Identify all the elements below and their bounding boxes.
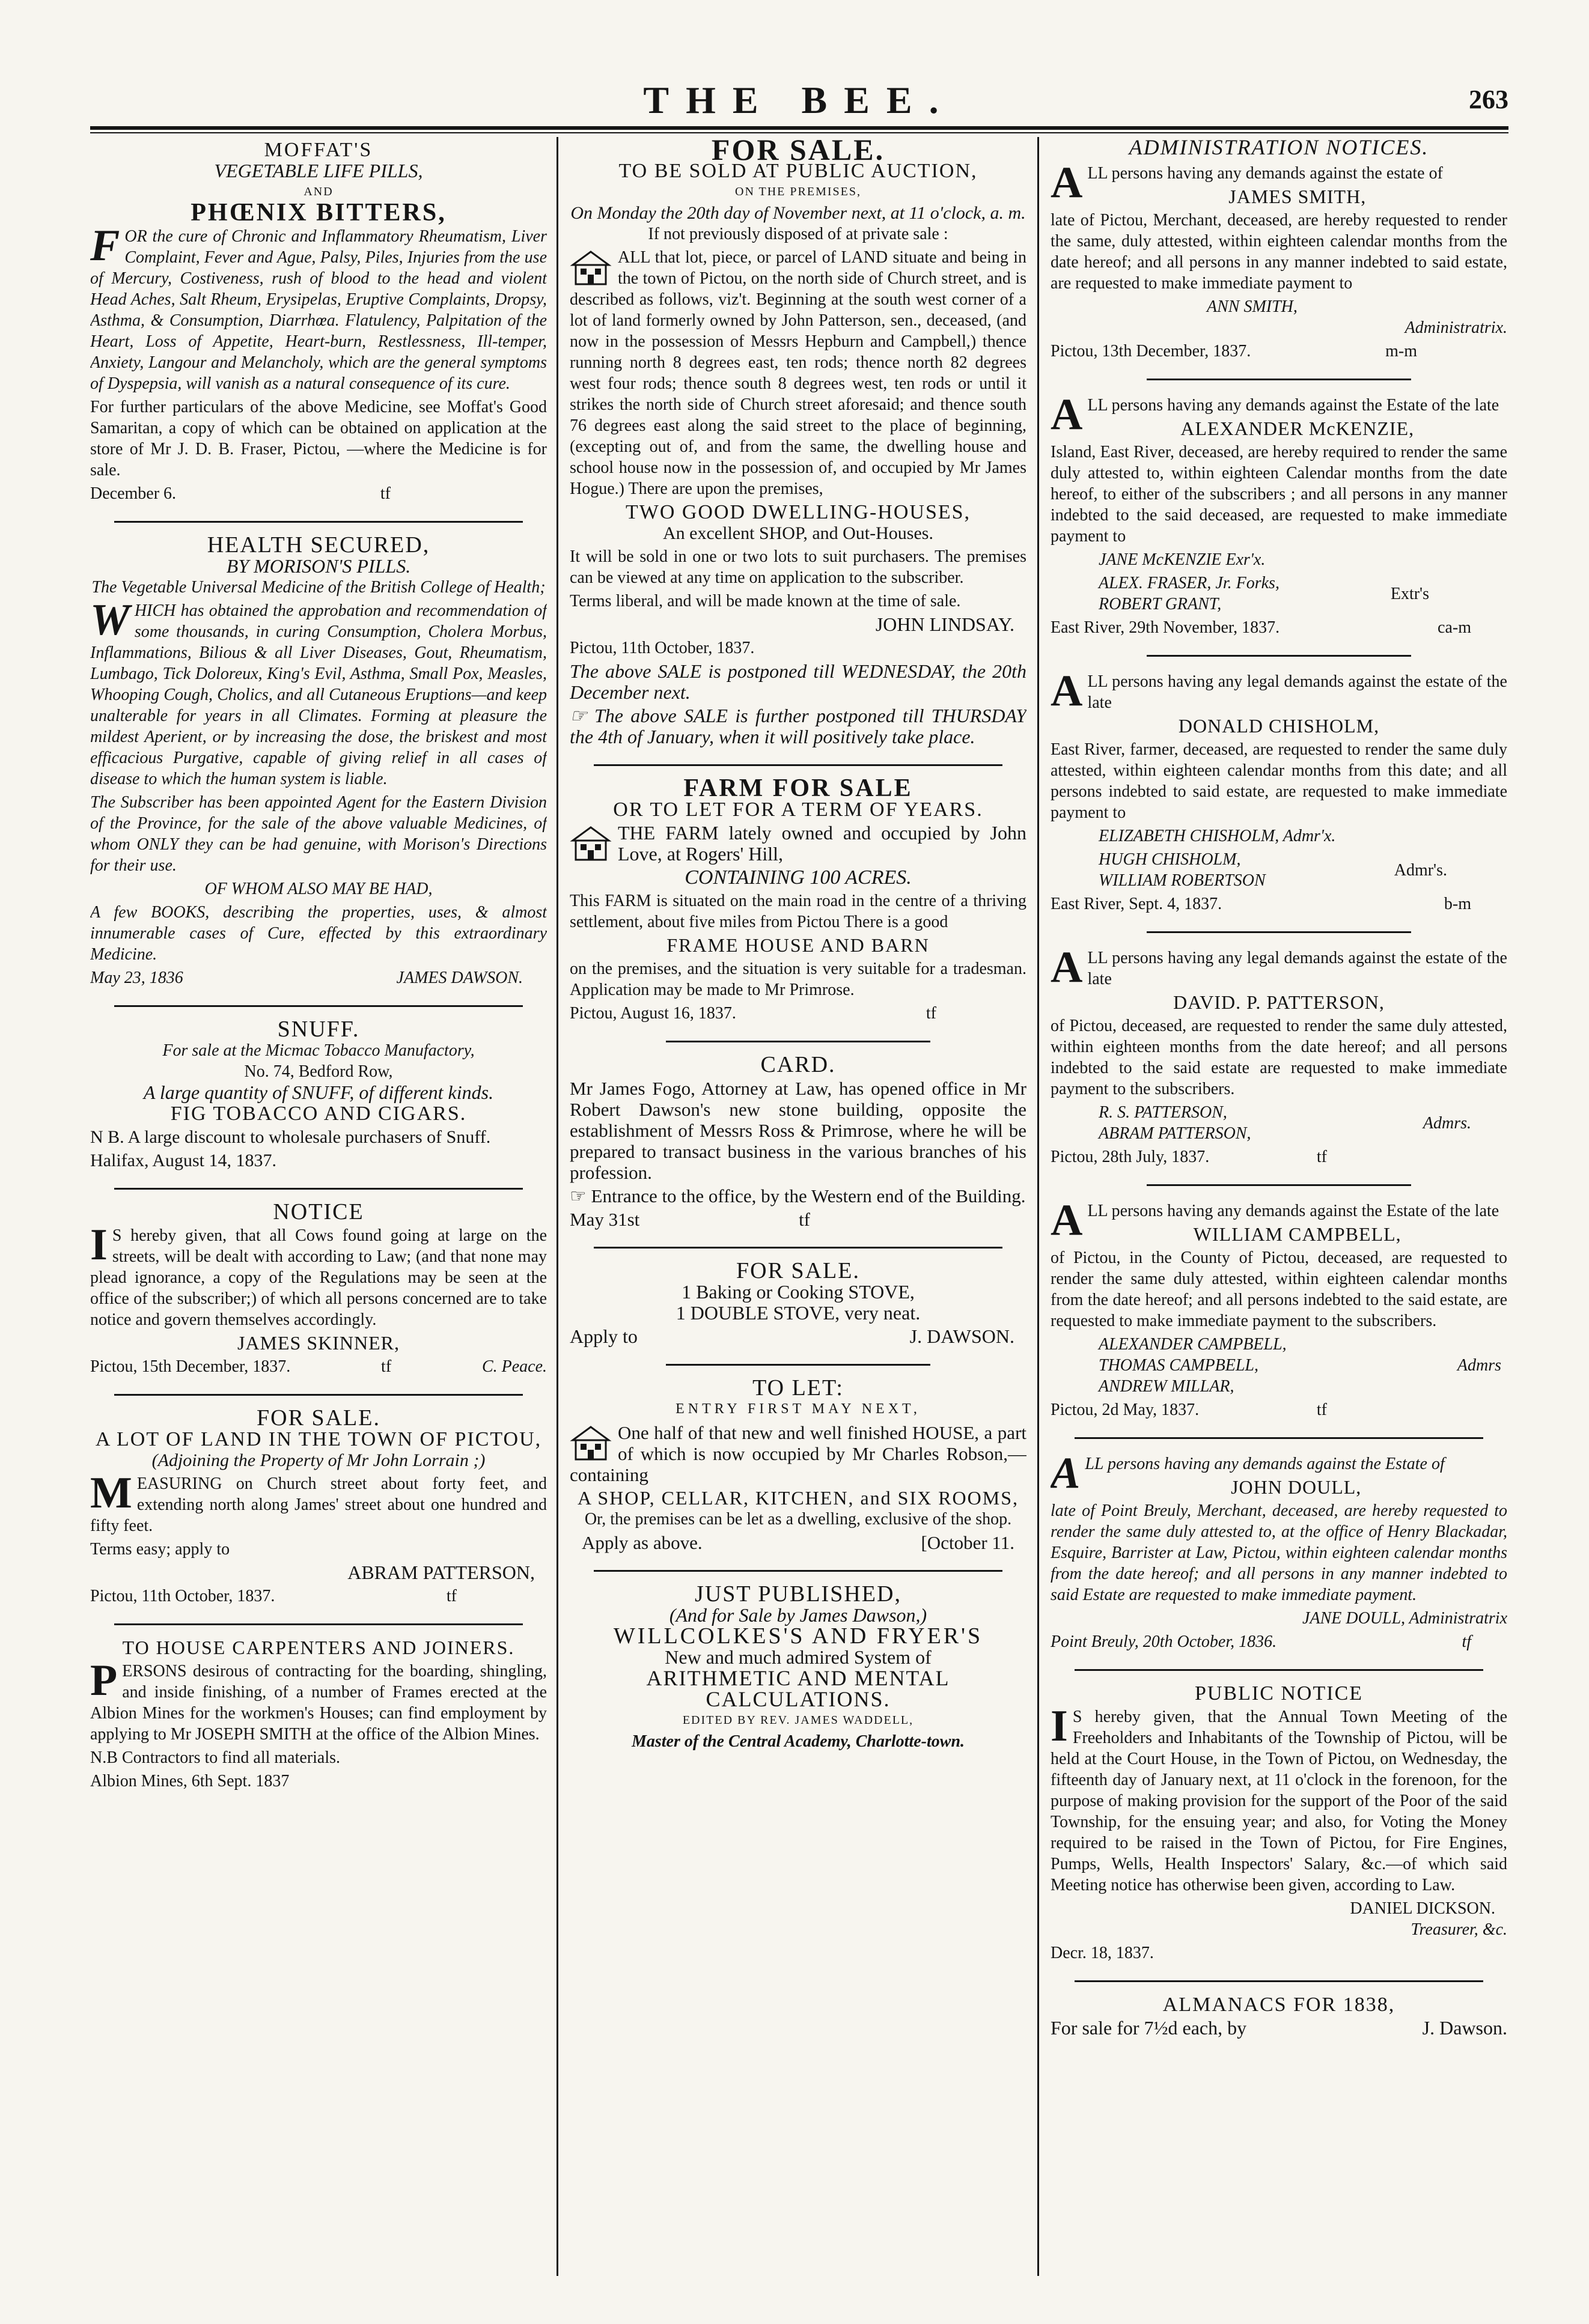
patterson-notice [1051,943,1507,1176]
patterson-intro: LL persons having any legal demands against the estate of the late [1087,949,1507,988]
farm-advert [570,776,1026,1032]
land-sale-advert [90,1405,547,1615]
patterson-role: Admrs. [1423,1113,1471,1133]
doull-tf: tf [1462,1632,1471,1651]
mckenzie-date: East River, 29th November, 1837. [1051,618,1280,637]
carpenters-heading: TO HOUSE CARPENTERS AND JOINERS. [122,1637,515,1658]
card-tf: tf [799,1209,810,1230]
smith-role: Administratrix. [1404,318,1507,337]
published-advert [570,1581,1026,1758]
snuff-line-1: For sale at the Micmac Tobacco Manufactory, [162,1041,475,1060]
to-let-heading: TO LET: [752,1375,844,1401]
stove-line-2: 1 DOUBLE STOVE, very neat. [676,1302,921,1324]
campbell-tf: tf [1316,1401,1327,1419]
drop-cap: A [1051,943,1083,992]
drop-cap: A [1051,1196,1083,1245]
stove-advert [570,1258,1026,1355]
snuff-line-2: No. 74, Bedford Row, [244,1062,393,1081]
campbell-executor-1: ALEXANDER CAMPBELL, [1099,1335,1287,1354]
drop-cap: P [90,1656,118,1705]
separator [114,1188,523,1190]
auction-body: ALL that lot, piece, or parcel of LAND situate and being in the town of Pictou, on the north side of Church street, and is described as follows, viz't. Beginning at the south west corner of a lot of land formerly owned by John Patterson, sen., deceased, (and now in the possession of Messrs Hepburn and Campbell,) thence running north 8 degrees east, ten rods; thence north 82 degrees west four rods; thence south 8 degrees west, ten rods or until it strikes the north side of Church street aforesaid; and thence south 76 degrees east along the said street to the place of beginning, (excepting out of, and from the same, the dwelling house and school house now in the possession of, and occupied by Mr James Hogue.) There are upon the premises, [570,248,1026,498]
mckenzie-executor-2: ALEX. FRASER, Jr. Forks, [1099,574,1279,592]
moffat-subheading: VEGETABLE LIFE PILLS, [214,160,423,181]
house-icon [570,249,612,287]
notice-tf: tf [381,1357,392,1376]
card-heading: CARD. [760,1052,836,1077]
mckenzie-body: Island, East River, deceased, are hereby required to render the same duly attested to, within eighteen Calendar months from the date hereof, to either of the subscribers ; and all persons in any manner indebted to the said deceased, are requested to make immediate payment to [1051,443,1507,546]
land-sale-tf: tf [446,1587,457,1605]
chisholm-notice [1051,666,1507,923]
farm-heading: FARM FOR SALE [683,774,913,802]
patterson-executor-1: R. S. PATTERSON, [1099,1103,1227,1122]
snuff-line-3: A large quantity of SNUFF, of different kinds. [143,1081,494,1103]
separator [114,521,523,523]
patterson-executor-2: ABRAM PATTERSON, [1099,1124,1251,1143]
carpenters-advert [90,1635,547,1800]
moffat-advert [90,137,547,513]
health-body: HICH has obtained the approbation and recommendation of some thousands, in curing Consumption, Cholera Morbus, Inflammations, Bilious & all Liver Diseases, Gout, Rheumatism, Lumbago, Tick Doloreux, King's Evil, Asthma, Small Pox, Measles, Whooping Cough, Cholics, and all Cutaneous Eruptions—and keep unalterable for years in all Climates. Forming at pleasure the mildest Aperient, or by increasing the dose, the briskest and most efficacious Purgative, capable of giving relief in all cases of disease to which the human system is liable. [90,601,547,788]
chisholm-name: DONALD CHISHOLM, [1178,715,1380,737]
card-body: Mr James Fogo, Attorney at Law, has opened office in Mr Robert Dawson's new stone building, opposite the establishment of Messrs Ross & Primrose, where he will be prepared to transact business in the various branches of his profession. [570,1078,1026,1183]
carpenters-nb: N.B Contractors to find all materials. [90,1748,341,1767]
auction-premises: ON THE PREMISES, [735,185,861,198]
separator [666,1364,930,1366]
separator [666,1041,930,1042]
public-notice-role: Treasurer, &c. [1411,1920,1507,1939]
drop-cap: A [1051,666,1083,716]
published-heading: JUST PUBLISHED, [695,1581,901,1607]
stove-apply: Apply to [570,1325,638,1347]
health-also: OF WHOM ALSO MAY BE HAD, [204,880,433,898]
farm-date: Pictou, August 16, 1837. [570,1004,736,1023]
published-system: New and much admired System of [665,1646,932,1668]
public-notice-body: S hereby given, that the Annual Town Meeting of the Freeholders and Inhabitants of the Township of Pictou, will be held at the Court House, in the Town of Pictou, on Wednesday, the fifteenth day of January next, at 11 o'clock in the forenoon, for the purpose of making provision for the support of the Poor of the said Township, for the ensuing year; and also, for Voting the Money required to be raised in the Town of Pictou, for Fire Engines, Pumps, Wells, Health Inspectors' Salary, &c.—of which said Meeting notice has otherwise been given, according to Law. [1051,1708,1507,1894]
to-let-body-2: Or, the premises can be let as a dwelling, exclusive of the shop. [584,1510,1012,1529]
farm-house-barn: FRAME HOUSE AND BARN [666,934,930,956]
smith-date: Pictou, 13th December, 1837. [1051,342,1251,360]
masthead [90,78,1508,126]
moffat-body: OR the cure of Chronic and Inflammatory Rheumatism, Liver Complaint, Fever and Ague, Palsy, Piles, Injuries from the use of Mercury, Costiveness, rush of blood to the head and violent Head Aches, Salt Rheum, Erysipelas, Eruptive Complaints, Dropsy, Asthma, & Consumption, Diarrhœa. Flatulency, Palpitation of the Heart, Loss of Appetite, Heart-burn, Restlessness, Ill-temper, Anxiety, Langour and Melancholy, which are the general symptoms of Dyspepsia, will vanish as a natural consequence of its cure. [90,227,547,393]
separator [1075,1669,1483,1671]
separator [594,764,1002,766]
auction-signed-date: Pictou, 11th October, 1837. [570,639,755,657]
auction-shop: An excellent SHOP, and Out-Houses. [663,523,933,543]
stove-signer: J. DAWSON. [909,1325,1014,1347]
auction-private-sale: If not previously disposed of at private sale : [648,225,948,243]
chisholm-role: Admr's. [1394,860,1447,880]
card-advert [570,1052,1026,1238]
drop-cap: A [1051,390,1083,439]
land-sale-body: EASURING on Church street about forty feet, and extending north along James' street about one hundred and fifty feet. [90,1474,547,1535]
separator [1147,1184,1411,1186]
land-sale-adjoining: (Adjoining the Property of Mr John Lorrain ;) [151,1450,486,1470]
smith-executor: ANN SMITH, [1207,297,1298,316]
to-let-date: [October 11. [921,1532,1014,1553]
campbell-name: WILLIAM CAMPBELL, [1193,1223,1401,1245]
notice-date: Pictou, 15th December, 1837. [90,1357,291,1376]
separator [1147,655,1411,657]
notice-role: C. Peace. [481,1357,547,1376]
farm-body: THE FARM lately owned and occupied by John Love, at Rogers' Hill, [618,822,1026,865]
land-sale-subheading: A LOT OF LAND IN THE TOWN OF PICTOU, [95,1428,542,1450]
published-authors: WILLCOLKES'S AND FRYER'S [613,1623,983,1649]
auction-houses: TWO GOOD DWELLING-HOUSES, [625,501,971,523]
campbell-body: of Pictou, in the County of Pictou, deceased, are requested to render the same duly attested, within eighteen calendar months from the date hereof; and all persons indebted to the said estate, are requested to make immediate payment to the subscribers. [1051,1249,1507,1330]
house-icon [570,825,612,862]
auction-body-2: It will be sold in one or two lots to suit purchasers. The premises can be viewed at any time on application to the subscriber. [570,547,1026,587]
health-subheading: BY MORISON'S PILLS. [226,555,411,577]
campbell-notice [1051,1196,1507,1429]
farm-subheading: OR TO LET FOR A TERM OF YEARS. [613,798,983,821]
drop-cap: F [90,221,120,270]
tobacco-heading: FIG TOBACCO AND CIGARS. [170,1103,467,1125]
separator [1075,1980,1483,1982]
farm-body-2: This FARM is situated on the main road in the centre of a thriving settlement, about five miles from Pictou There is a good [570,892,1026,931]
doull-notice [1051,1449,1507,1661]
to-let-rooms: A SHOP, CELLAR, KITCHEN, and SIX ROOMS, [577,1487,1019,1509]
doull-date: Point Breuly, 20th October, 1836. [1051,1632,1277,1651]
health-books: A few BOOKS, describing the properties, uses, & almost innumerable cases of Cure, effected by this extraordinary Medicine. [90,903,547,964]
chisholm-body: East River, farmer, deceased, are requested to render the same duly attested, within eighteen calendar months from this date; and all persons indebted to said estate, are requested to make immediate payment to [1051,740,1507,822]
public-notice-date: Decr. 18, 1837. [1051,1944,1154,1962]
stove-line-1: 1 Baking or Cooking STOVE, [682,1281,915,1303]
moffat-heading: MOFFAT'S [264,139,373,161]
moffat-tf: tf [380,484,391,503]
public-notice-heading: PUBLIC NOTICE [1194,1682,1364,1705]
stove-heading: FOR SALE. [736,1258,860,1283]
public-notice [1051,1681,1507,1972]
almanacs-body: For sale for 7½d each, by [1051,2017,1247,2039]
mckenzie-intro: LL persons having any demands against the Estate of the late [1087,396,1499,415]
auction-postponed-1: The above SALE is postponed till WEDNESDAY, the 20th December next. [570,660,1026,703]
drop-cap: I [1051,1702,1068,1751]
chisholm-code: b-m [1444,895,1471,913]
doull-intro: LL persons having any demands against the Estate of [1085,1455,1445,1473]
smith-intro: LL persons having any demands against the estate of [1087,164,1443,183]
land-sale-date: Pictou, 11th October, 1837. [90,1587,275,1605]
snuff-date: Halifax, August 14, 1837. [90,1151,276,1170]
smith-code: m-m [1385,342,1417,360]
administration-heading: ADMINISTRATION NOTICES. [1129,137,1429,159]
mckenzie-role: Extr's [1390,584,1429,603]
chisholm-executor-2: HUGH CHISHOLM, [1099,850,1241,869]
mckenzie-name: ALEXANDER McKENZIE, [1180,418,1415,439]
column-2 [570,137,1026,2276]
notice-heading: NOTICE [273,1199,364,1224]
health-college: The Vegetable Universal Medicine of the British College of Health; [91,578,546,597]
snuff-line-4: N B. A large discount to wholesale purchasers of Snuff. [90,1127,491,1147]
auction-heading: FOR SALE. [711,137,885,166]
separator [114,1005,523,1007]
auction-subheading: TO BE SOLD AT PUBLIC AUCTION, [618,160,978,182]
patterson-tf: tf [1316,1148,1327,1166]
health-advert [90,532,547,997]
moffat-bitters-heading: PHŒNIX BITTERS, [191,199,447,227]
chisholm-executor-1: ELIZABETH CHISHOLM, Admr'x. [1099,827,1336,845]
published-master: Master of the Central Academy, Charlotte-town. [631,1732,965,1751]
column-1 [90,137,547,2276]
doull-name: JOHN DOULL, [1231,1476,1362,1498]
almanacs-heading: ALMANACS FOR 1838, [1162,1994,1395,2016]
mckenzie-code: ca-m [1438,618,1471,637]
card-entrance: Entrance to the office, by the Western end of the Building. [591,1185,1026,1206]
moffat-and: AND [303,185,334,198]
farm-body-3: on the premises, and the situation is very suitable for a tradesman. Application may be made to Mr Primrose. [570,960,1026,999]
health-signer: JAMES DAWSON. [396,969,523,987]
campbell-executor-3: ANDREW MILLAR, [1099,1377,1234,1396]
doull-body: late of Point Breuly, Merchant, deceased, are hereby requested to render the same duly attested to, at the office of Henry Blackadar, Esquire, Barrister at Law, Pictou, within eighteen calendar months from the date hereof; and all persons in any manner indebted to said Estate are requested to make immediate payment. [1051,1501,1507,1604]
auction-postponed-2: The above SALE is further postponed till THURSDAY the 4th of January, when it will positively take place. [570,705,1026,747]
pointing-hand-icon: ☞ [570,1185,591,1206]
to-let-apply: Apply as above. [582,1532,703,1553]
health-body-2: The Subscriber has been appointed Agent for the Eastern Division of the Province, for the sale of the above valuable Medicines, of whom ONLY they can be had genuine, with Morison's Directions for their use. [90,793,547,875]
published-title: ARITHMETIC AND MENTAL CALCULATIONS. [646,1666,950,1711]
land-sale-signer: ABRAM PATTERSON, [347,1562,535,1583]
separator [114,1394,523,1396]
drop-cap: A [1051,1449,1081,1498]
separator [594,1247,1002,1249]
published-sale-by: (And for Sale by James Dawson,) [669,1604,927,1626]
drop-cap: A [1051,158,1083,207]
pointing-hand-icon: ☞ [570,705,594,726]
campbell-role: Admrs [1457,1356,1501,1375]
notice-body: S hereby given, that all Cows found going at large on the streets, will be dealt with according to Law; (and that none may plead ignorance, a copy of the Regulations may be seen at the office of the subscriber;) of which all persons concerned are to take notice and govern themselves accordingly. [90,1226,547,1329]
notice-signer: JAMES SKINNER, [237,1332,400,1354]
mckenzie-executor-3: ROBERT GRANT, [1099,595,1222,613]
land-sale-terms: Terms easy; apply to [90,1540,230,1559]
snuff-advert [90,1017,547,1179]
patterson-date: Pictou, 28th July, 1837. [1051,1148,1210,1166]
newspaper-title: THE BEE. [643,79,956,121]
auction-date: On Monday the 20th day of November next, at 11 o'clock, a. m. [570,203,1026,223]
chisholm-intro: LL persons having any legal demands against the estate of the late [1087,672,1507,712]
carpenters-date: Albion Mines, 6th Sept. 1837 [90,1772,290,1790]
chisholm-executor-3: WILLIAM ROBERTSON [1099,871,1266,890]
top-rule-thin [90,132,1508,133]
campbell-intro: LL persons having any demands against the Estate of the late [1087,1202,1499,1220]
column-3 [1051,137,1507,2276]
smith-body: late of Pictou, Merchant, deceased, are hereby requested to render the same, duly attested, within eighteen calendar months from the date hereof; and all persons in any manner indebted to said estate, are requested to make immediate payment to [1051,211,1507,293]
farm-acres: CONTAINING 100 ACRES. [685,866,912,889]
cows-notice [90,1199,547,1386]
land-sale-heading: FOR SALE. [257,1405,380,1431]
to-let-advert [570,1375,1026,1562]
column-divider-2 [1037,137,1039,2276]
auction-body-3: Terms liberal, and will be made known at the time of sale. [570,592,961,610]
separator [1147,931,1411,933]
health-heading: HEALTH SECURED, [207,532,430,558]
health-date: May 23, 1836 [90,969,183,987]
card-date: May 31st [570,1209,640,1230]
mckenzie-notice [1051,390,1507,646]
to-let-body: One half of that new and well finished HOUSE, a part of which is now occupied by Mr Charles Robson,—containing [570,1422,1026,1485]
mckenzie-executor-1: JANE McKENZIE Exr'x. [1099,550,1266,569]
smith-notice [1051,158,1507,370]
campbell-date: Pictou, 2d May, 1837. [1051,1401,1200,1419]
public-notice-signer: DANIEL DICKSON. [1350,1899,1495,1918]
to-let-entry: ENTRY FIRST MAY NEXT, [676,1401,921,1417]
moffat-body-2: For further particulars of the above Medicine, see Moffat's Good Samaritan, a copy of which can be obtained on application at the store of Mr J. D. B. Fraser, Pictou, —where the Medicine is for sale. [90,398,547,479]
campbell-executor-2: THOMAS CAMPBELL, [1099,1356,1258,1375]
patterson-name: DAVID. P. PATTERSON, [1173,991,1385,1013]
smith-name: JAMES SMITH, [1228,186,1367,207]
carpenters-body: ERSONS desirous of contracting for the boarding, shingling, and inside finishing, of a number of Frames erected at the Albion Mines for the workmen's Houses; can find employment by applying to Mr JOSEPH SMITH at the office of the Albion Mines. [90,1662,547,1744]
page-number: 263 [1469,85,1508,114]
auction-advert [570,137,1026,756]
top-rule [90,126,1508,130]
drop-cap: I [90,1220,108,1270]
drop-cap: W [90,595,130,645]
published-editor: EDITED BY REV. JAMES WADDELL, [682,1714,914,1727]
drop-cap: M [90,1468,132,1518]
snuff-heading: SNUFF. [277,1017,360,1042]
almanacs-signer: J. Dawson. [1422,2017,1507,2039]
chisholm-date: East River, Sept. 4, 1837. [1051,895,1222,913]
column-divider-1 [557,137,558,2276]
farm-tf: tf [926,1004,936,1023]
doull-executor: JANE DOULL, Administratrix [1302,1609,1507,1628]
house-icon [570,1425,612,1462]
separator [1147,379,1411,380]
separator [594,1570,1002,1572]
auction-signer: JOHN LINDSAY. [875,613,1014,635]
moffat-date: December 6. [90,484,177,503]
separator [114,1623,523,1625]
patterson-body: of Pictou, deceased, are requested to render the same duly attested, within eighteen months from the date hereof; and all persons indebted to the said estate are requested to make immediate payment to the subscribers. [1051,1017,1507,1098]
almanacs-advert [1051,1992,1507,2047]
separator [1075,1437,1483,1439]
